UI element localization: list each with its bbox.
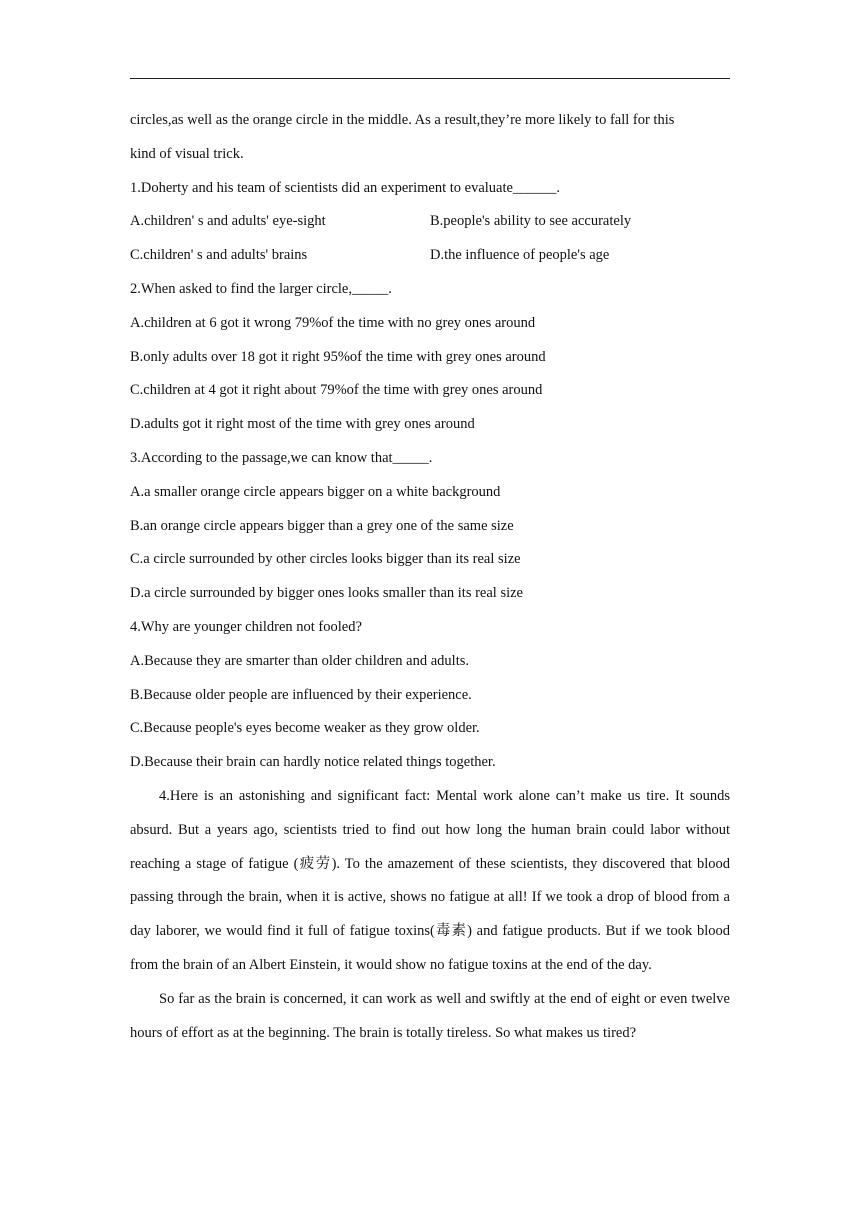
question-1-options-row-2: [130, 239, 730, 273]
intro-line-2: kind of visual trick.: [130, 145, 244, 162]
intro-line-1: circles,as well as the orange circle in the middle. As a result,they’re more likely to fall for this: [130, 112, 675, 128]
question-2-option-a: A.children at 6 got it wrong 79%of the time with no grey ones around: [130, 314, 536, 331]
question-3-option-a: A.a smaller orange circle appears bigger on a white background: [130, 483, 501, 500]
question-4-stem: 4.Why are younger children not fooled?: [130, 618, 362, 635]
passage-4-paragraph-1: 4.Here is an astonishing and significant fact: Mental work alone can’t make us tire. It sounds absurd. But a years ago, scientists tried to find out how long the human brain could labor without reaching a stage of fatigue (疲劳). To the amazement of these scientists, they discovered that blood passing through the brain, when it is active, shows no fatigue at all! If we took a drop of blood from a day laborer, we would find it full of fatigue toxins(毒素) and fatigue products. But if we took blood from the brain of an Albert Einstein, it would show no fatigue toxins at the end of the day.: [130, 787, 730, 973]
question-4-option-d: D.Because their brain can hardly notice related things together.: [130, 754, 496, 771]
question-1-option-c: C.children' s and adults' brains: [130, 247, 308, 264]
question-1-options-row-1: [130, 205, 730, 239]
question-3-stem: 3.According to the passage,we can know that_____.: [130, 449, 433, 466]
question-3-option-d: D.a circle surrounded by bigger ones looks smaller than its real size: [130, 585, 523, 602]
question-2-stem: 2.When asked to find the larger circle,_____.: [130, 280, 392, 297]
question-4-option-a: A.Because they are smarter than older children and adults.: [130, 652, 470, 669]
question-3-option-b: B.an orange circle appears bigger than a grey one of the same size: [130, 517, 514, 534]
question-1-option-b: B.people's ability to see accurately: [430, 213, 632, 230]
question-3-option-c: C.a circle surrounded by other circles looks bigger than its real size: [130, 551, 521, 568]
question-4-option-b: B.Because older people are influenced by their experience.: [130, 686, 472, 703]
question-2-option-c: C.children at 4 got it right about 79%of the time with grey ones around: [130, 382, 543, 399]
question-1-stem: 1.Doherty and his team of scientists did an experiment to evaluate______.: [130, 179, 561, 196]
header-rule: [130, 78, 730, 79]
question-2-option-d: D.adults got it right most of the time with grey ones around: [130, 416, 475, 433]
question-4-option-c: C.Because people's eyes become weaker as they grow older.: [130, 720, 480, 737]
question-2-option-b: B.only adults over 18 got it right 95%of the time with grey ones around: [130, 348, 546, 365]
page-content: [130, 104, 730, 1050]
passage-4-paragraph-2: So far as the brain is concerned, it can work as well and swiftly at the end of eight or even twelve hours of effort as at the beginning. The brain is totally tireless. So what makes us tired?: [130, 990, 730, 1041]
question-1-option-d: D.the influence of people's age: [430, 247, 610, 264]
question-1-option-a: A.children' s and adults' eye-sight: [130, 213, 326, 230]
